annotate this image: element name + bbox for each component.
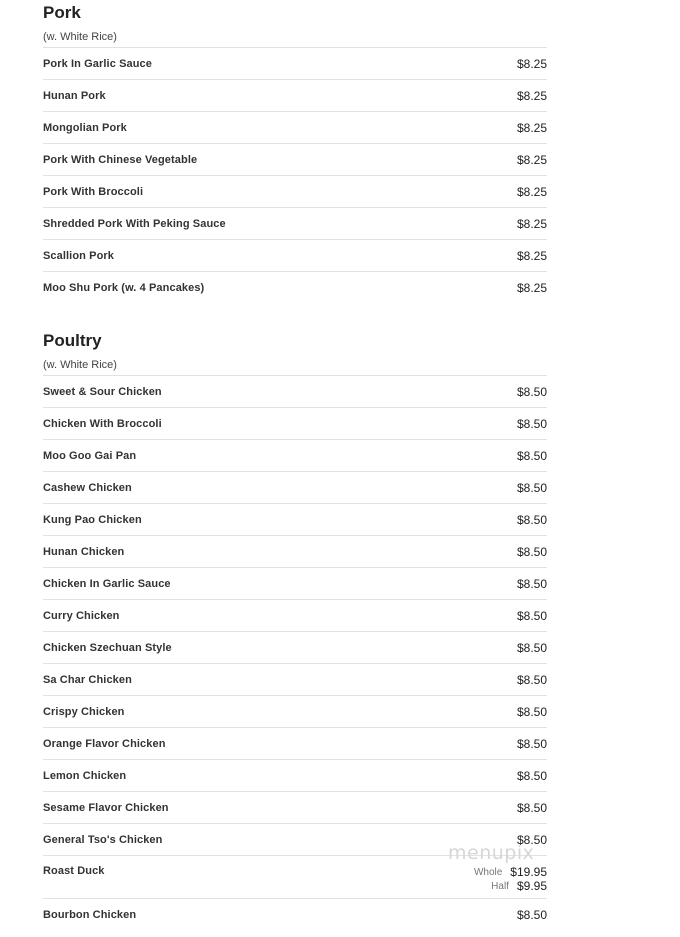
menu-item-row [43, 439, 547, 471]
menu-item-price: $8.50 [516, 576, 547, 591]
menu-item-row [43, 631, 547, 663]
menu-item-name: Scallion Pork [43, 249, 114, 262]
menu-item-price: $8.50 [516, 480, 547, 495]
menu-item-name: Curry Chicken [43, 609, 120, 622]
section-title: Poultry [43, 331, 102, 350]
menu-item-name: General Tso's Chicken [43, 833, 163, 846]
menu-item-name: Pork With Broccoli [43, 185, 144, 198]
menu-item-name: Mongolian Pork [43, 121, 127, 134]
menu-item-price: $8.50 [516, 384, 547, 399]
menu-item-price: $8.50 [516, 672, 547, 687]
menu-item-row [43, 271, 547, 303]
menu-item-price: $8.50 [516, 736, 547, 751]
menu-item-price: $8.50 [516, 907, 547, 922]
menu-item-price: $8.50 [516, 512, 547, 527]
menu-item-row [43, 759, 547, 791]
menu-item-name: Chicken With Broccoli [43, 417, 162, 430]
menu-item-name: Crispy Chicken [43, 705, 125, 718]
menu-item-price: $8.50 [516, 704, 547, 719]
menu-item-name: Pork With Chinese Vegetable [43, 153, 198, 166]
menu-item-price: $8.25 [516, 56, 547, 71]
menu-item-name: Hunan Chicken [43, 545, 125, 558]
menu-item-name: Hunan Pork [43, 89, 106, 102]
menu-item-price: $8.25 [516, 152, 547, 167]
menu-item-row [43, 599, 547, 631]
menu-item-row [43, 207, 547, 239]
watermark-logo: menupix [448, 842, 535, 864]
menu-item-price: $8.50 [516, 608, 547, 623]
variant-row [491, 879, 547, 893]
menu-item-price: $8.50 [516, 416, 547, 431]
menu-item-row [43, 175, 547, 207]
menu-item-name: Moo Goo Gai Pan [43, 449, 137, 462]
menu-item-name: Roast Duck [43, 865, 105, 877]
menu-item-name: Sesame Flavor Chicken [43, 801, 169, 814]
menu-item-variants [474, 865, 547, 893]
variant-label: Whole [473, 866, 503, 878]
menu-item-row [43, 79, 547, 111]
menu-item-price: $8.25 [516, 184, 547, 199]
menu-item-row [43, 239, 547, 271]
menu-item-price: $8.25 [516, 280, 547, 295]
menu-item-price: $8.50 [516, 832, 547, 847]
menu-item-price: $8.50 [516, 640, 547, 655]
menu-item-price: $8.25 [516, 120, 547, 135]
menu-item-row [43, 503, 547, 535]
section-gap [43, 303, 547, 328]
menu-item-name: Moo Shu Pork (w. 4 Pancakes) [43, 281, 205, 294]
variant-price: $19.95 [510, 865, 547, 879]
menu-item-row [43, 567, 547, 599]
menu-item-row [43, 898, 547, 930]
menu-item-name: Kung Pao Chicken [43, 513, 142, 526]
menu-item-name: Chicken In Garlic Sauce [43, 577, 171, 590]
menu-item-price: $8.50 [516, 768, 547, 783]
menu-item-name: Pork In Garlic Sauce [43, 57, 152, 70]
menu-item-row [43, 407, 547, 439]
menu [43, 0, 547, 930]
menu-item-name: Orange Flavor Chicken [43, 737, 166, 750]
menu-item-name: Cashew Chicken [43, 481, 132, 494]
menu-item-name: Chicken Szechuan Style [43, 641, 172, 654]
menu-item-row [43, 535, 547, 567]
section-note: (w. White Rice) [43, 31, 117, 43]
menu-item-row [43, 47, 547, 79]
menu-item-price: $8.50 [516, 800, 547, 815]
menu-item-name: Bourbon Chicken [43, 908, 137, 921]
menu-item-price: $8.25 [516, 216, 547, 231]
menu-item-price: $8.25 [516, 248, 547, 263]
menu-item-row [43, 791, 547, 823]
menu-item-name: Lemon Chicken [43, 769, 127, 782]
menu-item-row [43, 375, 547, 407]
variant-row [474, 865, 547, 879]
menu-item-row [43, 143, 547, 175]
menu-item-name: Sa Char Chicken [43, 673, 132, 686]
section-note: (w. White Rice) [43, 359, 117, 371]
menu-item-row [43, 111, 547, 143]
variant-price: $9.95 [516, 879, 547, 893]
menu-item-price: $8.50 [516, 448, 547, 463]
menu-item-row [43, 727, 547, 759]
menu-item-name: Shredded Pork With Peking Sauce [43, 217, 226, 230]
menu-item-row [43, 471, 547, 503]
menu-item-price: $8.50 [516, 544, 547, 559]
menu-item-row [43, 695, 547, 727]
section-title: Pork [43, 3, 81, 22]
menu-item-price: $8.25 [516, 88, 547, 103]
menu-item-row [43, 663, 547, 695]
variant-label: Half [491, 880, 509, 892]
menu-item-name: Sweet & Sour Chicken [43, 385, 162, 398]
